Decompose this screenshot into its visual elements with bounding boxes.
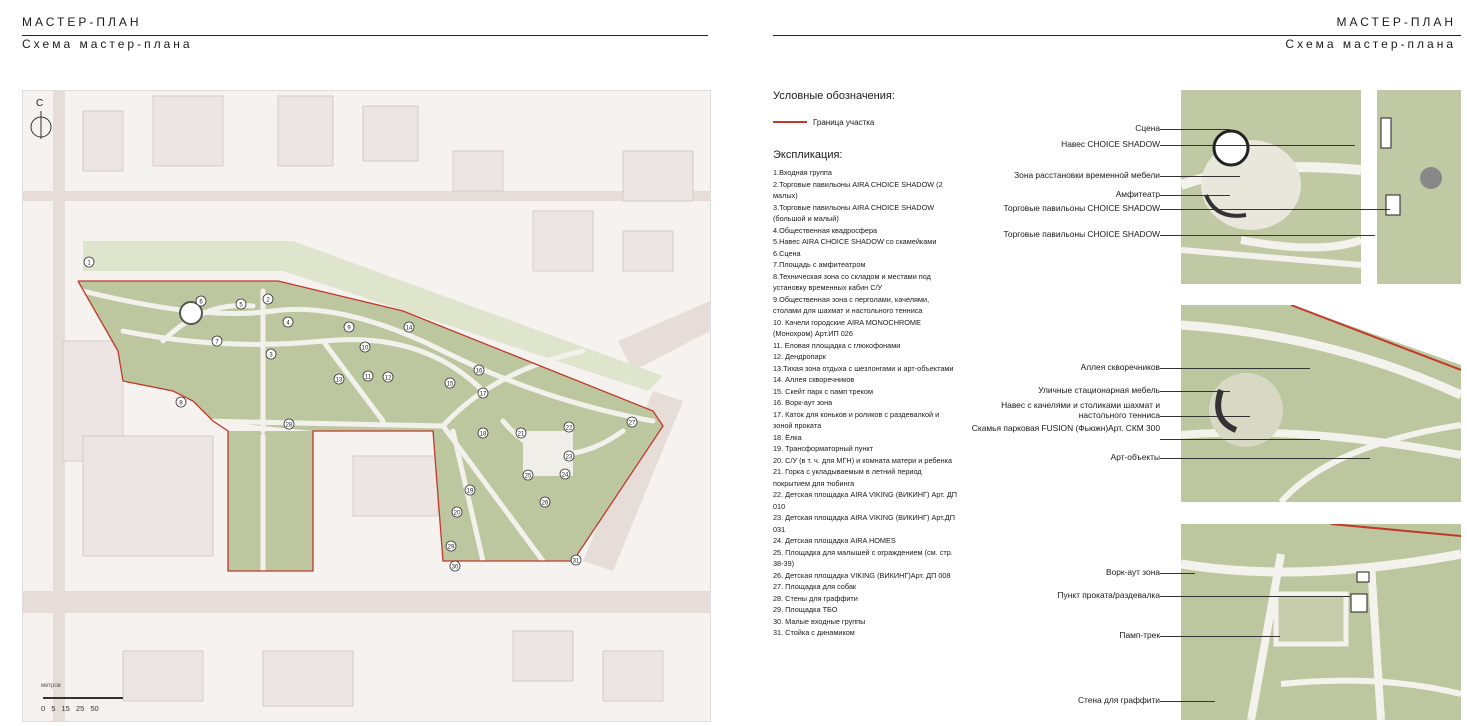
map-marker-label: 27 <box>628 420 636 427</box>
map-marker-label: 4 <box>286 320 290 327</box>
explication-list <box>773 167 959 639</box>
detail-plan-1 <box>1181 90 1461 284</box>
callout-leader-line <box>1160 195 1230 196</box>
master-plan-map <box>22 90 711 722</box>
explication-item: 6.Сцена <box>773 248 801 258</box>
callout-leader-line <box>1160 596 1350 597</box>
explication-item: 19. Трансформаторный пункт <box>773 444 874 453</box>
boundary-swatch <box>773 121 807 123</box>
explication-item: 4.Общественная квадросфера <box>773 225 878 235</box>
explication-item: 29. Площадка ТБО <box>773 605 838 614</box>
detail-callout-label: Стена для граффити <box>1077 695 1160 705</box>
scale-unit: метров <box>41 683 61 689</box>
explication-item: 30. Малые входные группы <box>773 616 866 626</box>
callout-leader-line <box>1160 209 1390 210</box>
callout-leader-line <box>1160 636 1280 637</box>
detail-callout-label: Ворк-аут зона <box>1106 567 1160 577</box>
explication-item: 1.Входная группа <box>773 168 832 177</box>
explication-item: 31. Стойка с динамиком <box>773 628 855 637</box>
north-label: С <box>36 98 44 109</box>
detail-callout-label: Аллея скворечников <box>1080 362 1160 372</box>
callout-leader-line <box>1160 391 1230 392</box>
map-marker-label: 3 <box>269 352 273 359</box>
detail-callout-label: Амфитеатр <box>1115 189 1160 199</box>
explication-item: 17. Каток для коньков и роликов с раздевалкой и зоной проката <box>773 409 940 430</box>
callout-leader-line <box>1160 416 1250 417</box>
callout-leader-line <box>1160 368 1310 369</box>
map-marker-label: 30 <box>451 564 459 571</box>
page-title-left: МАСТЕР-ПЛАН <box>22 15 142 29</box>
map-marker-label: 11 <box>364 374 372 381</box>
map-marker-label: 28 <box>285 422 293 429</box>
detail-callout-label: Уличные стационарная мебель <box>1038 385 1160 395</box>
explication-item: 9.Общественная зона с перголами, качелями, столами для шахмат и настольного тенниса <box>773 294 930 315</box>
map-marker-label: 9 <box>347 325 351 332</box>
detail-plan-3 <box>1181 524 1461 720</box>
map-marker-label: 12 <box>384 375 392 382</box>
explication-item: 21. Горка с укладываемым в летний период покрытием для тюбинга <box>773 467 922 488</box>
explication-item: 23. Детская площадка AIRA VIKING (ВИКИНГ) Арт.ДП 031 <box>773 513 955 534</box>
boundary-label: Граница участка <box>813 118 875 127</box>
explication-item: 28. Стены для граффити <box>773 593 858 603</box>
callout-leader-line <box>1160 439 1320 440</box>
map-marker-label: 31 <box>572 558 580 565</box>
map-marker-label: 2 <box>266 297 270 304</box>
header-rule-left <box>22 35 708 36</box>
map-marker-label: 16 <box>475 368 483 375</box>
explication-item: 7.Площадь с амфитеатром <box>773 260 866 269</box>
map-marker-label: 17 <box>479 391 487 398</box>
detail-callout-label: Арт-объекты <box>1110 452 1160 462</box>
callout-leader-line <box>1160 701 1215 702</box>
explication-item: 12. Дендропарк <box>773 352 826 361</box>
map-marker-label: 22 <box>565 425 573 432</box>
page-title-right: МАСТЕР-ПЛАН <box>1336 15 1456 29</box>
explication-item: 24. Детская площадка AIRA HOMES <box>773 536 896 545</box>
map-marker-label: 19 <box>466 488 474 495</box>
map-marker-label: 18 <box>479 431 487 438</box>
map-marker-label: 21 <box>517 431 525 438</box>
explication-item: 27. Площадка для собак <box>773 582 857 591</box>
map-marker-label: 13 <box>335 377 343 384</box>
header-rule-right <box>773 35 1461 36</box>
callout-leader-line <box>1160 145 1355 146</box>
detail-plan-2 <box>1181 305 1461 502</box>
explication-item: 11. Еловая площадка с глюкофонами <box>773 340 901 350</box>
callout-leader-line <box>1160 573 1195 574</box>
explication-item: 26. Детская площадка VIKING (ВИКИНГ)Арт. ДП 008 <box>773 570 951 580</box>
map-marker-label: 23 <box>565 454 573 461</box>
detail-callout-label: Торговые павильоны CHOICE SHADOW <box>1003 229 1160 239</box>
detail-callout-label: Навес CHOICE SHADOW <box>1061 139 1160 149</box>
callout-leader-line <box>1160 235 1375 236</box>
map-marker-label: 20 <box>453 510 461 517</box>
map-marker-label: 8 <box>179 400 183 407</box>
map-marker-label: 26 <box>541 500 549 507</box>
page-subtitle-right: Схема мастер-плана <box>1285 37 1456 51</box>
map-marker-label: 14 <box>405 325 413 332</box>
detail-callout-label: Торговые павильоны CHOICE SHADOW <box>1003 203 1160 213</box>
explication-item: 18. Ёлка <box>773 432 802 442</box>
explication-item: 10. Качели городские AIRA MONOCHROME (Монохром) Арт.ИП 026 <box>773 317 921 338</box>
map-marker-label: 25 <box>524 473 532 480</box>
map-marker-label: 5 <box>239 302 243 309</box>
callout-leader-line <box>1160 176 1240 177</box>
map-canvas <box>23 91 710 721</box>
explication-item: 15. Скейт парк с памп треком <box>773 386 873 396</box>
explication-item: 13.Тихая зона отдыха с шезлонгами и арт-объектами <box>773 363 954 373</box>
explication-title: Экспликация: <box>773 149 843 161</box>
detail-callout-label: Памп-трек <box>1119 630 1160 640</box>
map-marker-label: 6 <box>199 299 203 306</box>
legend-title: Условные обозначения: <box>773 90 895 102</box>
map-marker-label: 7 <box>215 339 219 346</box>
detail-callout-label: Скамья парковая FUSION (Фьюжн)Арт. СКМ 300 <box>971 423 1160 433</box>
explication-item: 3.Торговые павильоны AIRA CHOICE SHADOW (большой и малый) <box>773 202 935 223</box>
map-marker-label: 10 <box>361 345 369 352</box>
detail-callout-label: Пункт проката/раздевалка <box>1057 590 1160 600</box>
page-subtitle-left: Схема мастер-плана <box>22 37 193 51</box>
explication-item: 22. Детская площадка AIRA VIKING (ВИКИНГ) Арт. ДП 010 <box>773 490 958 511</box>
map-marker-label: 24 <box>561 472 569 479</box>
map-marker-label: 1 <box>87 260 91 267</box>
explication-item: 2.Торговые павильоны AIRA CHOICE SHADOW (2 малых) <box>773 179 943 200</box>
map-marker-label: 15 <box>446 381 454 388</box>
explication-item: 14. Аллея скворечников <box>773 375 855 384</box>
explication-item: 8.Техническая зона со складом и местами под установку временных кабин С/У <box>773 271 931 292</box>
detail-callout-label: Навес с качелями и столиками шахмат и настольного тенниса <box>1001 400 1160 420</box>
detail-callout-label: Сцена <box>1135 123 1160 133</box>
explication-item: 25. Площадка для малышей с ограждением (см. стр. 38-39) <box>773 547 953 568</box>
explication-item: 16. Ворк-аут зона <box>773 398 833 407</box>
scale-ticks: 0 5 15 25 50 <box>41 704 99 713</box>
map-marker-label: 29 <box>447 544 455 551</box>
explication-item: 5.Навес AIRA CHOICE SHADOW со скамейками <box>773 237 937 246</box>
callout-leader-line <box>1160 129 1230 130</box>
detail-callout-label: Зона расстановки временной мебели <box>1014 170 1160 180</box>
callout-leader-line <box>1160 458 1370 459</box>
explication-item: 20. С/У (в т. ч. для МГН) и комната матери и ребенка <box>773 455 953 465</box>
